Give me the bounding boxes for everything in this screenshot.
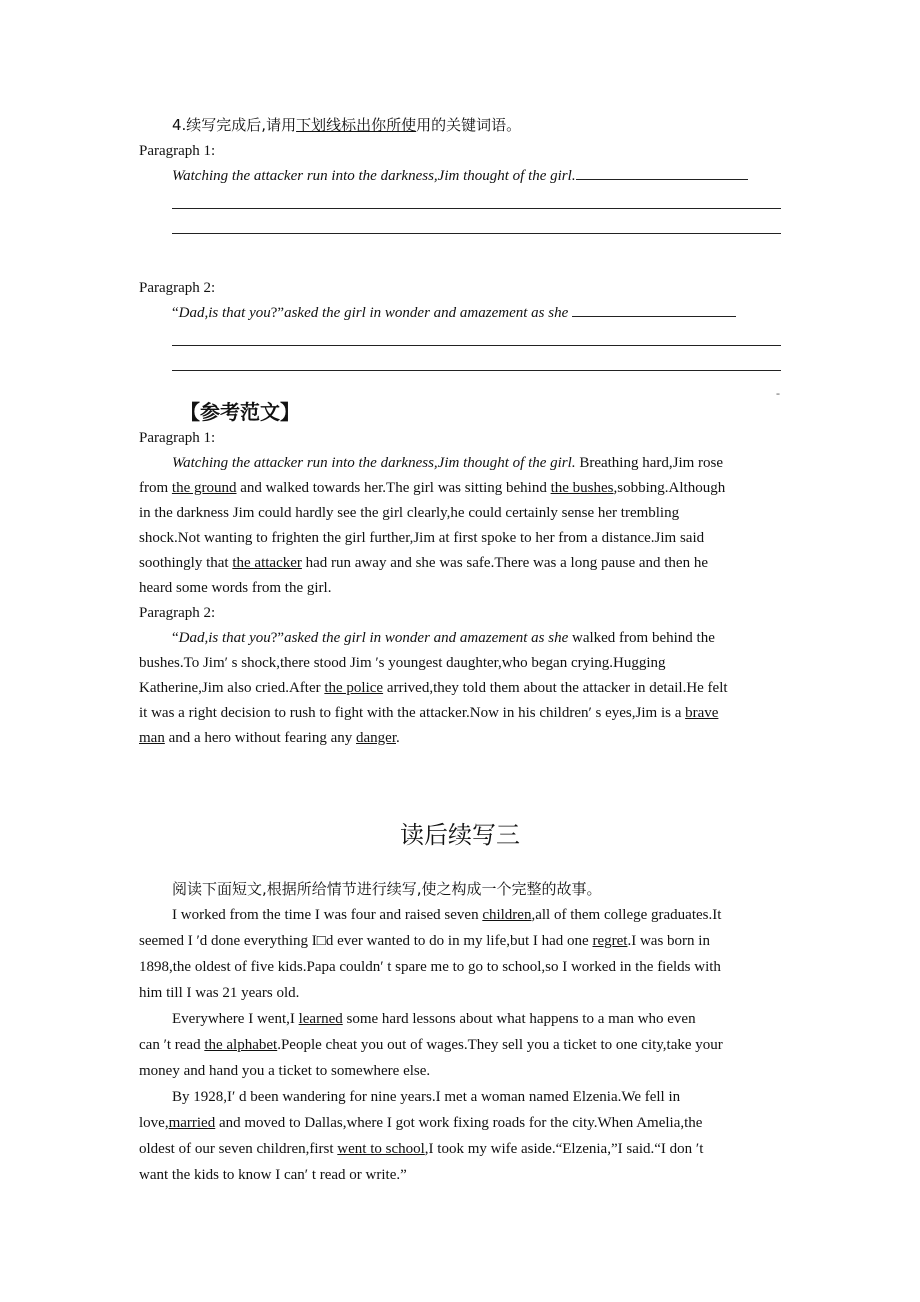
story-s3-line-1: By 1928,I′ d been wandering for nine years.I met a woman named Elzenia.We fell in	[172, 1089, 681, 1105]
keyword: the bushes	[550, 480, 614, 496]
story-s1-line-1: I worked from the time I was four and raised seven children,all of them college graduates.It	[172, 907, 722, 923]
sample-p2-line-2: bushes.To Jim′ s shock,there stood Jim ′s youngest daughter,who began crying.Hugging	[139, 655, 666, 671]
story-s2-line-3: money and hand you a ticket to somewhere else.	[139, 1063, 431, 1079]
sample-p1-line-5: soothingly that the attacker had run away and she was safe.There was a long pause and then he	[139, 555, 708, 571]
sample-p2-line-4: it was a right decision to rush to fight with the attacker.Now in his children′ s eyes,Jim is a brave	[139, 705, 719, 721]
story-s2-line-2: can ′t read the alphabet.People cheat you out of wages.They sell you a ticket to one city,take your	[139, 1037, 723, 1053]
sample-p1-line-1: Watching the attacker run into the darkness,Jim thought of the girl. Breathing hard,Jim rose	[172, 455, 724, 471]
sample-paragraph-2-label: Paragraph 2:	[139, 605, 216, 621]
keyword: the ground	[171, 480, 237, 496]
story-s1-line-4: him till I was 21 years old.	[139, 985, 300, 1001]
story-s3-line-4: want the kids to know I can′ t read or write.”	[139, 1167, 407, 1183]
task-paragraph-2-label: Paragraph 2:	[139, 280, 216, 296]
answer-blank	[572, 302, 736, 317]
task-paragraph-2-start: “Dad,is that you?”asked the girl in wonder and amazement as she	[139, 301, 781, 326]
sample-p1-line-4: shock.Not wanting to frighten the girl further,Jim at first spoke to her from a distance.Jim said	[139, 530, 705, 546]
keyword: children	[482, 907, 532, 923]
answer-line	[172, 208, 781, 209]
sample-heading: 【参考范文】	[180, 400, 300, 424]
keyword: the police	[324, 680, 384, 696]
sample-p1-line-6: heard some words from the girl.	[139, 580, 332, 596]
task-paragraph-1-start: Watching the attacker run into the darkness,Jim thought of the girl.	[139, 164, 781, 189]
answer-line	[172, 233, 781, 234]
keyword: married	[168, 1115, 216, 1131]
answer-line	[172, 345, 781, 346]
instruction-4: 4.续写完成后,请用下划线标出你所使用的关键词语。	[172, 116, 522, 134]
sample-p2-line-3: Katherine,Jim also cried.After the police arrived,they told them about the attacker in detail.He felt	[139, 680, 728, 696]
sample-p2-line-1: “Dad,is that you?”asked the girl in wonder and amazement as she walked from behind the	[172, 630, 715, 646]
keyword: went to school	[337, 1141, 425, 1157]
sample-p1-line-2: from the ground and walked towards her.The girl was sitting behind the bushes,sobbing.Although	[139, 480, 726, 496]
keyword: regret	[592, 933, 628, 949]
section-instruction: 阅读下面短文,根据所给情节进行续写,使之构成一个完整的故事。	[172, 880, 602, 898]
story-s2-line-1: Everywhere I went,I learned some hard lessons about what happens to a man who even	[172, 1011, 696, 1027]
keyword: danger	[356, 730, 396, 746]
story-s1-line-3: 1898,the oldest of five kids.Papa couldn′ t spare me to go to school,so I worked in the fields with	[139, 959, 721, 975]
task-paragraph-1-label: Paragraph 1:	[139, 143, 216, 159]
keyword: learned	[298, 1011, 343, 1027]
story-s3-line-2: love,married and moved to Dallas,where I got work fixing roads for the city.When Amelia,the	[139, 1115, 703, 1131]
sample-p2-line-5: man and a hero without fearing any danger.	[139, 730, 400, 746]
answer-line	[172, 370, 781, 371]
keyword: the attacker	[232, 555, 302, 571]
sample-paragraph-1-label: Paragraph 1:	[139, 430, 216, 446]
story-s1-line-2: seemed I ′d done everything I□d ever wanted to do in my life,but I had one regret.I was born in	[139, 933, 710, 949]
sample-p1-line-3: in the darkness Jim could hardly see the girl clearly,he could certainly sense her trembling	[139, 505, 680, 521]
answer-blank	[576, 165, 748, 180]
keyword: brave	[685, 705, 719, 721]
section-title: 读后续写三	[400, 821, 520, 849]
stray-mark: -	[776, 386, 780, 400]
keyword: man	[139, 730, 165, 746]
keyword: the alphabet	[204, 1037, 278, 1053]
story-s3-line-3: oldest of our seven children,first went to school,I took my wife aside.“Elzenia,”I said.“I don ′t	[139, 1141, 704, 1157]
